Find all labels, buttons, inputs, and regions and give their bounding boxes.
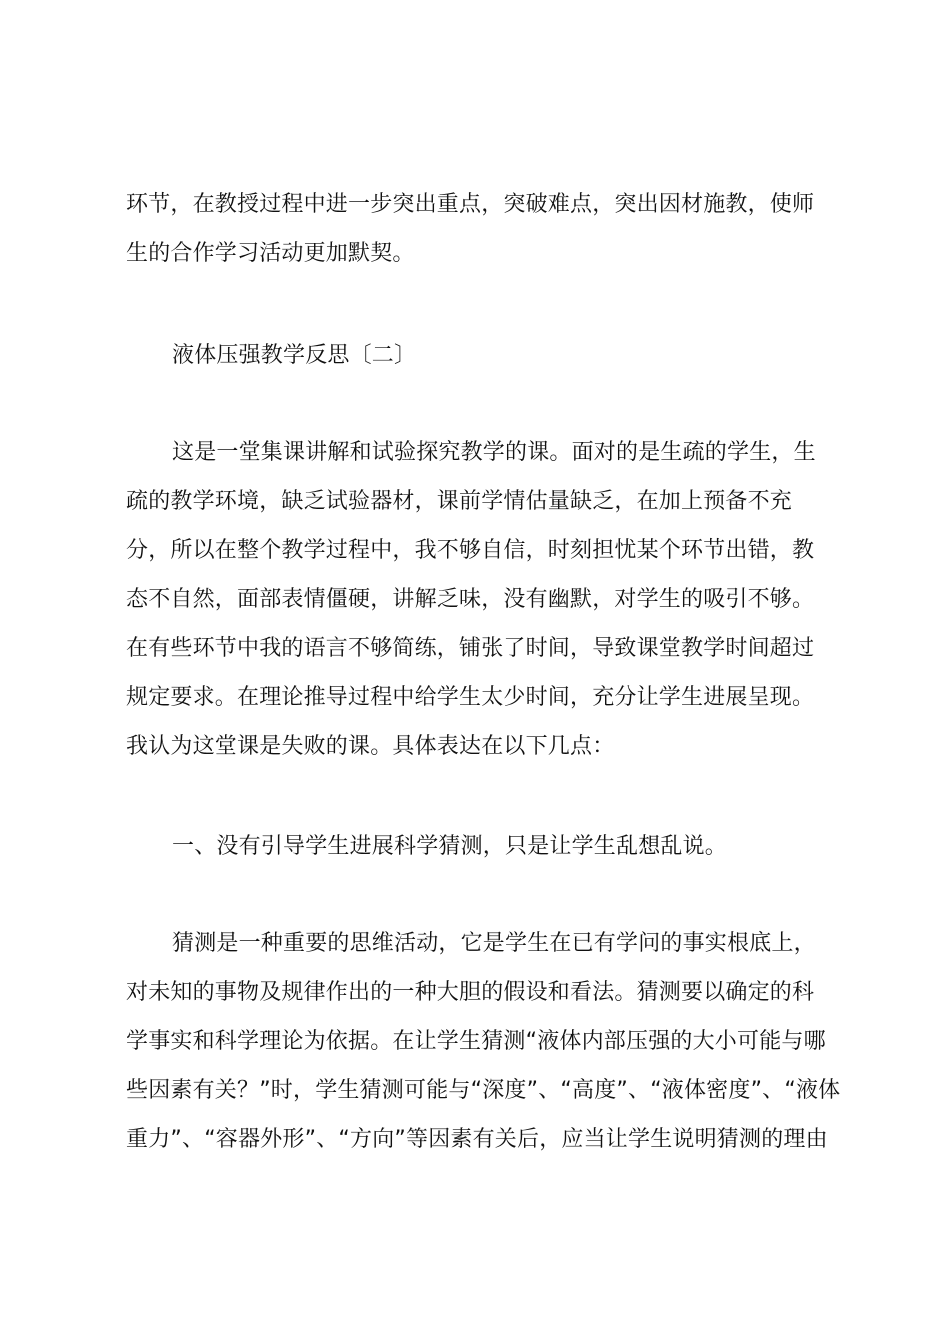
text-line: 些因素有关？”时，学生猜测可能与“深度”、“高度”、“液体密度”、“液体: [126, 1078, 841, 1103]
text-line: 生的合作学习活动更加默契。: [126, 241, 415, 266]
text-line: 学事实和科学理论为依据。在让学生猜测“液体内部压强的大小可能与哪: [126, 1029, 826, 1054]
text-line: 我认为这堂课是失败的课。具体表达在以下几点：: [126, 734, 615, 759]
section-title-text: 液体压强教学反思〔二〕: [172, 343, 417, 368]
top-paragraph: [126, 180, 836, 278]
section-title: [126, 331, 836, 380]
text-line: 环节，在教授过程中进一步突出重点，突破难点，突出因材施教，使师: [126, 192, 815, 217]
text-line: 这是一堂集课讲解和试验探究教学的课。面对的是生疏的学生，生: [172, 440, 816, 465]
point-1-heading: [126, 822, 836, 871]
point-1-heading-text: 一、没有引导学生进展科学猜测，只是让学生乱想乱说。: [172, 834, 728, 859]
paragraph-1: [126, 428, 836, 771]
text-line: 在有些环节中我的语言不够简练，铺张了时间，导致课堂教学时间超过: [126, 636, 815, 661]
text-line: 分，所以在整个教学过程中，我不够自信，时刻担忧某个环节出错，教: [126, 538, 815, 563]
text-line: 对未知的事物及规律作出的一种大胆的假设和看法。猜测要以确定的科: [126, 980, 815, 1005]
text-line: 猜测是一种重要的思维活动，它是学生在已有学问的事实根底上，: [172, 931, 816, 956]
text-line: 态不自然，面部表情僵硬，讲解乏味，没有幽默，对学生的吸引不够。: [126, 587, 815, 612]
text-line: 规定要求。在理论推导过程中给学生太少时间，充分让学生进展呈现。: [126, 685, 815, 710]
text-line: 重力”、“容器外形”、“方向”等因素有关后，应当让学生说明猜测的理由: [126, 1127, 828, 1152]
paragraph-2: [126, 919, 841, 1164]
text-line: 疏的教学环境，缺乏试验器材，课前学情估量缺乏，在加上预备不充: [126, 489, 793, 514]
